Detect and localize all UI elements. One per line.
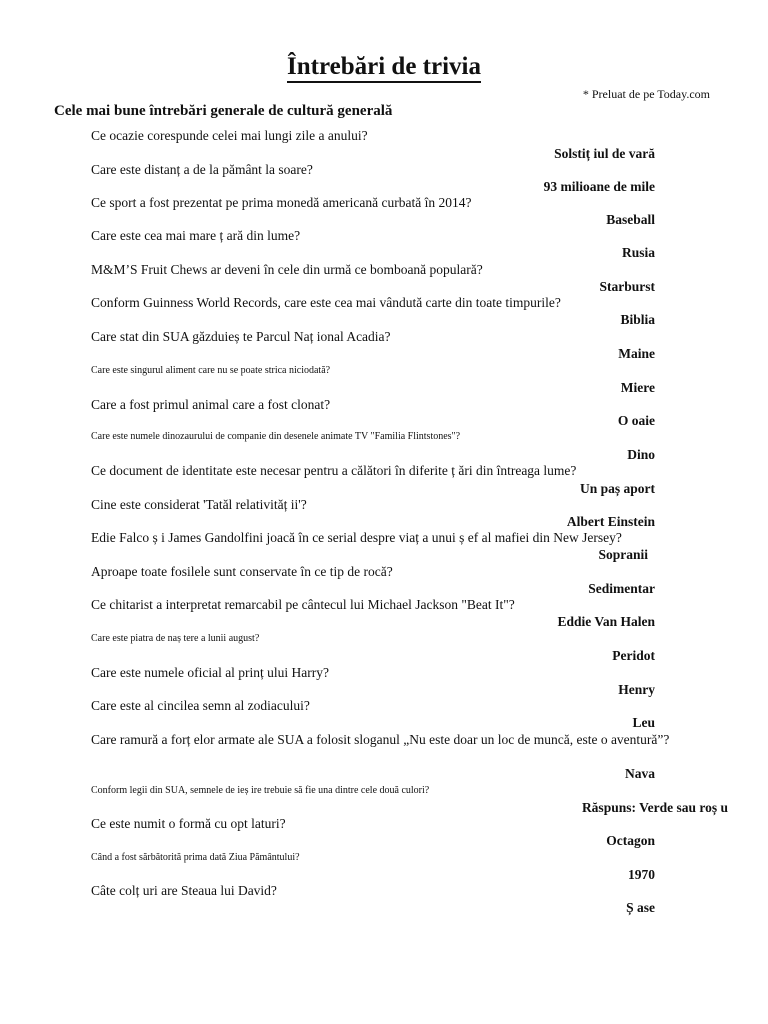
answer-text: Dino — [627, 447, 655, 462]
answer-text: Peridot — [612, 648, 655, 663]
answer-13 — [598, 547, 648, 563]
answer-text: Rusia — [621, 245, 655, 260]
answer-text: Un paș aport — [579, 481, 655, 496]
answer-text: Leu — [632, 715, 655, 730]
answer-3 — [593, 212, 655, 228]
answer-text: Nava — [625, 766, 655, 781]
answer-4 — [609, 245, 655, 261]
answer-text: Henry — [618, 682, 655, 697]
answer-18 — [619, 715, 655, 731]
answer-10 — [614, 447, 655, 463]
question-text: Care a fost primul animal care a fost clonat? — [91, 397, 331, 412]
question-6 — [78, 295, 561, 311]
question-23 — [78, 883, 277, 899]
question-text: Ce ocazie corespunde celei mai lungi zile a anului? — [91, 128, 368, 143]
question-text: Ce chitarist a interpretat remarcabil pe cântecul lui Michael Jackson "Beat It"? — [91, 597, 515, 612]
question-text: M&M’S Fruit Chews ar deveni în cele din urmă ce bomboană populară? — [91, 262, 483, 277]
question-text: Care ramură a forț elor armate ale SUA a folosit sloganul „Nu este doar un loc de muncă, este o aventură”? — [91, 732, 670, 747]
question-text: Câte colț uri are Steaua lui David? — [91, 883, 277, 898]
question-text: Care este al cincilea semn al zodiacului? — [91, 698, 310, 713]
answer-text: Eddie Van Halen — [557, 614, 655, 629]
question-12 — [78, 497, 307, 513]
answer-text: Solstiț iul de vară — [554, 146, 655, 161]
answer-22 — [615, 867, 655, 883]
question-text: Conform legii din SUA, semnele de ieș ire trebuie să fie una dintre cele două culori? — [91, 785, 430, 796]
answer-text: 1970 — [628, 867, 655, 882]
question-text: Care este singurul aliment care nu se poate strica niciodată? — [91, 365, 331, 376]
answer-text: Sopranii — [598, 547, 648, 562]
question-10 — [78, 431, 460, 443]
answer-7 — [605, 346, 655, 362]
answer-text: Starburst — [599, 279, 655, 294]
answer-16 — [599, 648, 655, 664]
title-text: Întrebări de trivia — [287, 53, 481, 83]
question-text: Când a fost sărbătorită prima dată Ziua Pământului? — [91, 852, 300, 863]
answer-14 — [564, 581, 655, 597]
question-1 — [78, 128, 368, 144]
source-note: * Preluat de pe Today.com — [582, 87, 710, 101]
answer-21 — [593, 833, 655, 849]
question-text: Care este piatra de naș tere a lunii august? — [91, 633, 260, 644]
question-16 — [78, 633, 259, 645]
question-text: Care stat din SUA găzduieș te Parcul Naț ional Acadia? — [91, 329, 391, 344]
question-3 — [78, 195, 471, 211]
question-2 — [78, 162, 313, 178]
question-text: Ce document de identitate este necesar pentru a călători în diferite ț ări din întreaga lume? — [91, 463, 577, 478]
answer-text: Răspuns: Verde sau roș u — [581, 800, 728, 815]
page-title — [0, 52, 768, 82]
answer-17 — [605, 682, 655, 698]
question-8 — [78, 365, 330, 377]
answer-2 — [531, 179, 655, 195]
question-text: Cine este considerat 'Tatăl relativităț ii'? — [91, 497, 307, 512]
answer-text: Ș ase — [626, 900, 655, 915]
answer-19 — [612, 766, 655, 782]
answer-text: Biblia — [620, 312, 655, 327]
question-17 — [78, 665, 329, 681]
answer-text: Maine — [618, 346, 655, 361]
question-21 — [78, 816, 286, 832]
answer-text: Miere — [620, 380, 655, 395]
answer-12 — [554, 514, 655, 530]
answer-6 — [607, 312, 655, 328]
answer-text: Albert Einstein — [566, 514, 655, 529]
answer-text: O oaie — [617, 413, 655, 428]
answer-8 — [608, 380, 655, 396]
answer-text: 93 milioane de mile — [543, 179, 655, 194]
answer-text: Baseball — [606, 212, 655, 227]
answer-23 — [613, 900, 655, 916]
question-text: Edie Falco ș i James Gandolfini joacă în ce serial despre viaț a unui ș ef al mafiei din New Jersey? — [91, 530, 622, 545]
answer-text: Octagon — [606, 833, 655, 848]
question-text: Care este distanț a de la pământ la soare? — [91, 162, 313, 177]
question-text: Ce este numit o formă cu opt laturi? — [91, 816, 286, 831]
question-18 — [78, 698, 310, 714]
question-15 — [78, 597, 515, 613]
question-20 — [78, 785, 429, 797]
question-4 — [78, 228, 300, 244]
question-text: Care este numele dinozaurului de companie din desenele animate TV "Familia Flintstones"? — [91, 431, 461, 442]
answer-9 — [605, 413, 655, 429]
question-7 — [78, 329, 391, 345]
question-22 — [78, 852, 300, 864]
answer-text: Sedimentar — [588, 581, 655, 596]
question-9 — [78, 397, 330, 413]
answer-5 — [586, 279, 655, 295]
question-text: Care este cea mai mare ț ară din lume? — [91, 228, 301, 243]
question-5 — [78, 262, 483, 278]
question-14 — [78, 564, 393, 580]
section-heading: Cele mai bune întrebări generale de cultură generală — [54, 103, 393, 119]
answer-11 — [567, 481, 655, 497]
question-11 — [78, 463, 576, 479]
answer-20 — [569, 800, 728, 816]
question-text: Ce sport a fost prezentat pe prima monedă americană curbată în 2014? — [91, 195, 472, 210]
question-text: Care este numele oficial al prinț ului Harry? — [91, 665, 330, 680]
question-text: Aproape toate fosilele sunt conservate în ce tip de rocă? — [91, 564, 393, 579]
answer-1 — [541, 146, 655, 162]
question-13 — [78, 530, 622, 546]
answer-15 — [544, 614, 655, 630]
question-19 — [78, 732, 669, 748]
question-text: Conform Guinness World Records, care este cea mai vândută carte din toate timpurile? — [91, 295, 561, 310]
